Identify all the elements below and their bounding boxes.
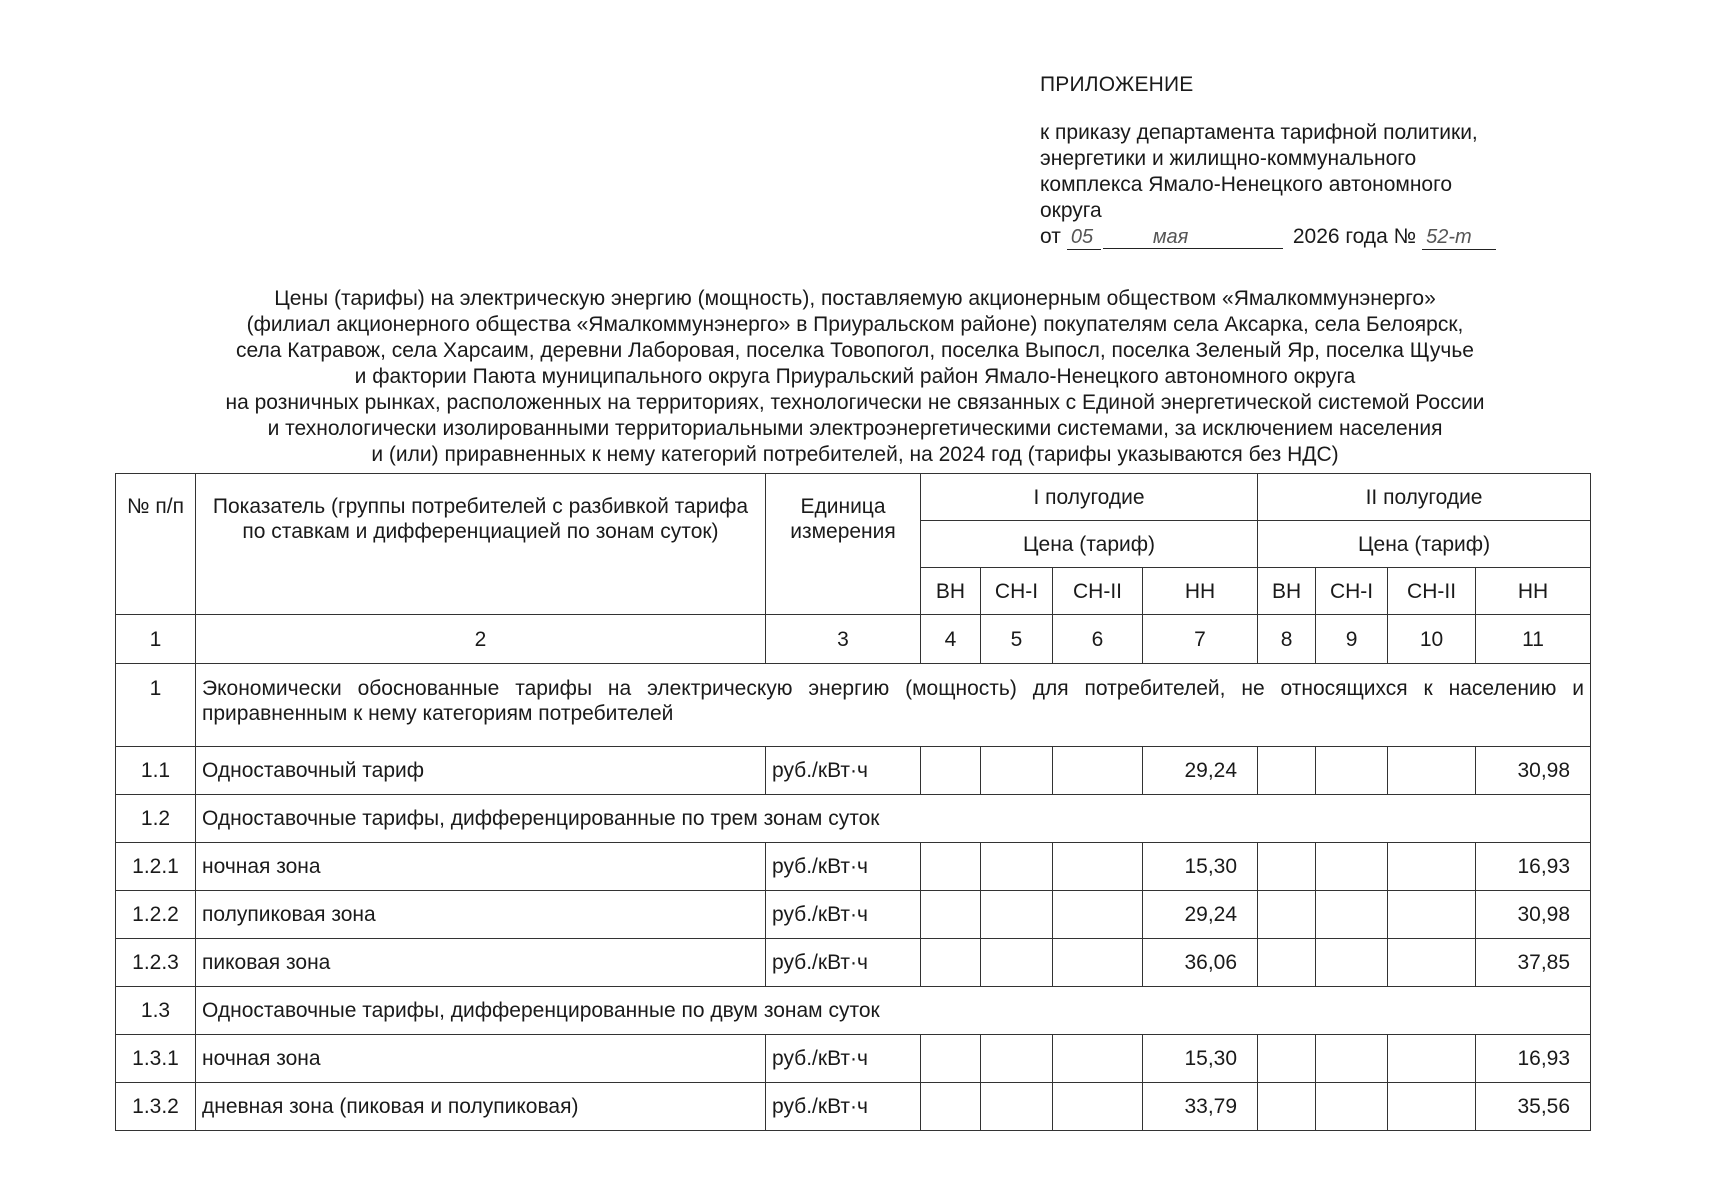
appendix-line: комплекса Ямало-Ненецкого автономного [1040, 173, 1452, 196]
title-line: (филиал акционерного общества «Ямалкоммунэнерго» в Приуральском районе) покупателям села Аксарка, села Белоярск, [246, 313, 1464, 336]
row-num: 1.3 [116, 987, 196, 1035]
document-title [110, 286, 1600, 468]
row-name: дневная зона (пиковая и полупиковая) [196, 1083, 766, 1131]
table-row [116, 1035, 1591, 1083]
appendix-line: округа [1040, 199, 1102, 222]
group-text: Одноставочные тарифы, дифференцированные по трем зонам суток [196, 795, 1591, 843]
appendix-heading: ПРИЛОЖЕНИЕ [1040, 73, 1194, 96]
header-level-vn: ВН [1258, 568, 1316, 615]
header-indicator: Показатель (группы потребителей с разбивкой тарифа по ставкам и дифференциацией по зонам суток) [196, 474, 766, 615]
table-row [116, 939, 1591, 987]
title-line: и фактории Паюта муниципального округа Приуральский район Ямало-Ненецкого автономного округа [354, 365, 1356, 388]
section-row [116, 664, 1591, 747]
cell-empty [1388, 747, 1476, 795]
cell-h1-nn: 29,24 [1143, 891, 1258, 939]
header-level-sn2: СН-II [1388, 568, 1476, 615]
appendix-block [1040, 72, 1620, 250]
column-number: 4 [921, 615, 981, 664]
header-unit: Единица измерения [766, 474, 921, 615]
order-number: 52-т [1422, 225, 1496, 250]
cell-empty [1388, 939, 1476, 987]
cell-empty [981, 1035, 1053, 1083]
table-row [116, 747, 1591, 795]
group-row [116, 795, 1591, 843]
order-date-line [1040, 224, 1620, 250]
cell-empty [1316, 1035, 1388, 1083]
column-number: 7 [1143, 615, 1258, 664]
cell-empty [1388, 891, 1476, 939]
cell-empty [1258, 939, 1316, 987]
cell-empty [1388, 843, 1476, 891]
cell-h2-nn: 30,98 [1476, 891, 1591, 939]
row-unit: руб./кВт·ч [766, 747, 921, 795]
row-num: 1.2.2 [116, 891, 196, 939]
cell-empty [1258, 843, 1316, 891]
group-row [116, 987, 1591, 1035]
cell-h1-nn: 29,24 [1143, 747, 1258, 795]
group-text: Одноставочные тарифы, дифференцированные по двум зонам суток [196, 987, 1591, 1035]
row-num: 1.3.2 [116, 1083, 196, 1131]
cell-h1-nn: 15,30 [1143, 1035, 1258, 1083]
column-number: 11 [1476, 615, 1591, 664]
cell-empty [921, 843, 981, 891]
header-level-sn2: СН-II [1053, 568, 1143, 615]
section-text: Экономически обоснованные тарифы на электрическую энергию (мощность) для потребителей, не относящихся к населению и приравненным к нему категориям потребителей [196, 664, 1591, 747]
tariff-table [115, 473, 1591, 1131]
column-number: 5 [981, 615, 1053, 664]
header-level-nn: НН [1143, 568, 1258, 615]
cell-empty [921, 891, 981, 939]
column-number: 2 [196, 615, 766, 664]
cell-empty [1053, 1083, 1143, 1131]
appendix-line: энергетики и жилищно-коммунального [1040, 147, 1417, 170]
cell-empty [981, 891, 1053, 939]
row-name: пиковая зона [196, 939, 766, 987]
row-unit: руб./кВт·ч [766, 1083, 921, 1131]
title-line: села Катравож, села Харсаим, деревни Лаборовая, поселка Товопогол, поселка Выпосл, поселка Зеленый Яр, поселка Щучье [236, 339, 1474, 362]
cell-empty [1258, 1083, 1316, 1131]
column-number: 3 [766, 615, 921, 664]
row-unit: руб./кВт·ч [766, 891, 921, 939]
cell-empty [921, 939, 981, 987]
cell-empty [1258, 747, 1316, 795]
cell-empty [921, 1083, 981, 1131]
column-number: 1 [116, 615, 196, 664]
table-row [116, 843, 1591, 891]
column-number: 6 [1053, 615, 1143, 664]
header-half2: II полугодие [1258, 474, 1591, 521]
cell-h2-nn: 16,93 [1476, 1035, 1591, 1083]
cell-empty [1316, 747, 1388, 795]
row-unit: руб./кВт·ч [766, 843, 921, 891]
title-line: и технологически изолированными территориальными электроэнергетическими системами, за исключением населения [267, 417, 1443, 440]
cell-empty [921, 1035, 981, 1083]
cell-empty [1316, 891, 1388, 939]
order-month: мая [1103, 225, 1283, 249]
header-level-sn1: СН-I [981, 568, 1053, 615]
column-number: 9 [1316, 615, 1388, 664]
header-price-h1: Цена (тариф) [921, 521, 1258, 568]
row-num: 1.1 [116, 747, 196, 795]
column-number-row [116, 615, 1591, 664]
cell-empty [1053, 939, 1143, 987]
cell-h2-nn: 37,85 [1476, 939, 1591, 987]
row-name: полупиковая зона [196, 891, 766, 939]
order-day: 05 [1067, 225, 1101, 250]
header-num: № п/п [116, 474, 196, 615]
cell-empty [1258, 891, 1316, 939]
row-num: 1.2 [116, 795, 196, 843]
cell-h1-nn: 15,30 [1143, 843, 1258, 891]
cell-empty [1053, 843, 1143, 891]
appendix-line: к приказу департамента тарифной политики, [1040, 121, 1478, 144]
column-number: 10 [1388, 615, 1476, 664]
order-from-label: от [1040, 225, 1061, 248]
row-num: 1.2.3 [116, 939, 196, 987]
cell-h2-nn: 35,56 [1476, 1083, 1591, 1131]
header-price-h2: Цена (тариф) [1258, 521, 1591, 568]
cell-h1-nn: 36,06 [1143, 939, 1258, 987]
cell-empty [981, 1083, 1053, 1131]
cell-empty [1053, 1035, 1143, 1083]
order-year-label: 2026 года № [1292, 225, 1417, 248]
header-half1: I полугодие [921, 474, 1258, 521]
header-level-vn: ВН [921, 568, 981, 615]
cell-empty [1388, 1035, 1476, 1083]
row-num: 1.2.1 [116, 843, 196, 891]
cell-empty [1388, 1083, 1476, 1131]
cell-empty [1316, 1083, 1388, 1131]
cell-empty [1316, 939, 1388, 987]
row-num: 1 [116, 664, 196, 747]
cell-empty [981, 939, 1053, 987]
cell-empty [981, 747, 1053, 795]
row-unit: руб./кВт·ч [766, 939, 921, 987]
cell-empty [1316, 843, 1388, 891]
row-name: Одноставочный тариф [196, 747, 766, 795]
row-name: ночная зона [196, 843, 766, 891]
row-unit: руб./кВт·ч [766, 1035, 921, 1083]
column-number: 8 [1258, 615, 1316, 664]
title-line: и (или) приравненных к нему категорий потребителей, на 2024 год (тарифы указываются без НДС) [371, 443, 1339, 466]
row-num: 1.3.1 [116, 1035, 196, 1083]
cell-h2-nn: 16,93 [1476, 843, 1591, 891]
title-line: на розничных рынках, расположенных на территориях, технологически не связанных с Единой энергетической системой России [225, 391, 1485, 414]
header-level-sn1: СН-I [1316, 568, 1388, 615]
header-level-nn: НН [1476, 568, 1591, 615]
cell-empty [1053, 891, 1143, 939]
cell-empty [1258, 1035, 1316, 1083]
appendix-reference [1040, 120, 1620, 250]
row-name: ночная зона [196, 1035, 766, 1083]
title-line: Цены (тарифы) на электрическую энергию (мощность), поставляемую акционерным обществом «Ямалкоммунэнерго» [274, 287, 1436, 310]
cell-empty [981, 843, 1053, 891]
table-row [116, 1083, 1591, 1131]
cell-h2-nn: 30,98 [1476, 747, 1591, 795]
cell-h1-nn: 33,79 [1143, 1083, 1258, 1131]
cell-empty [921, 747, 981, 795]
cell-empty [1053, 747, 1143, 795]
table-row [116, 891, 1591, 939]
